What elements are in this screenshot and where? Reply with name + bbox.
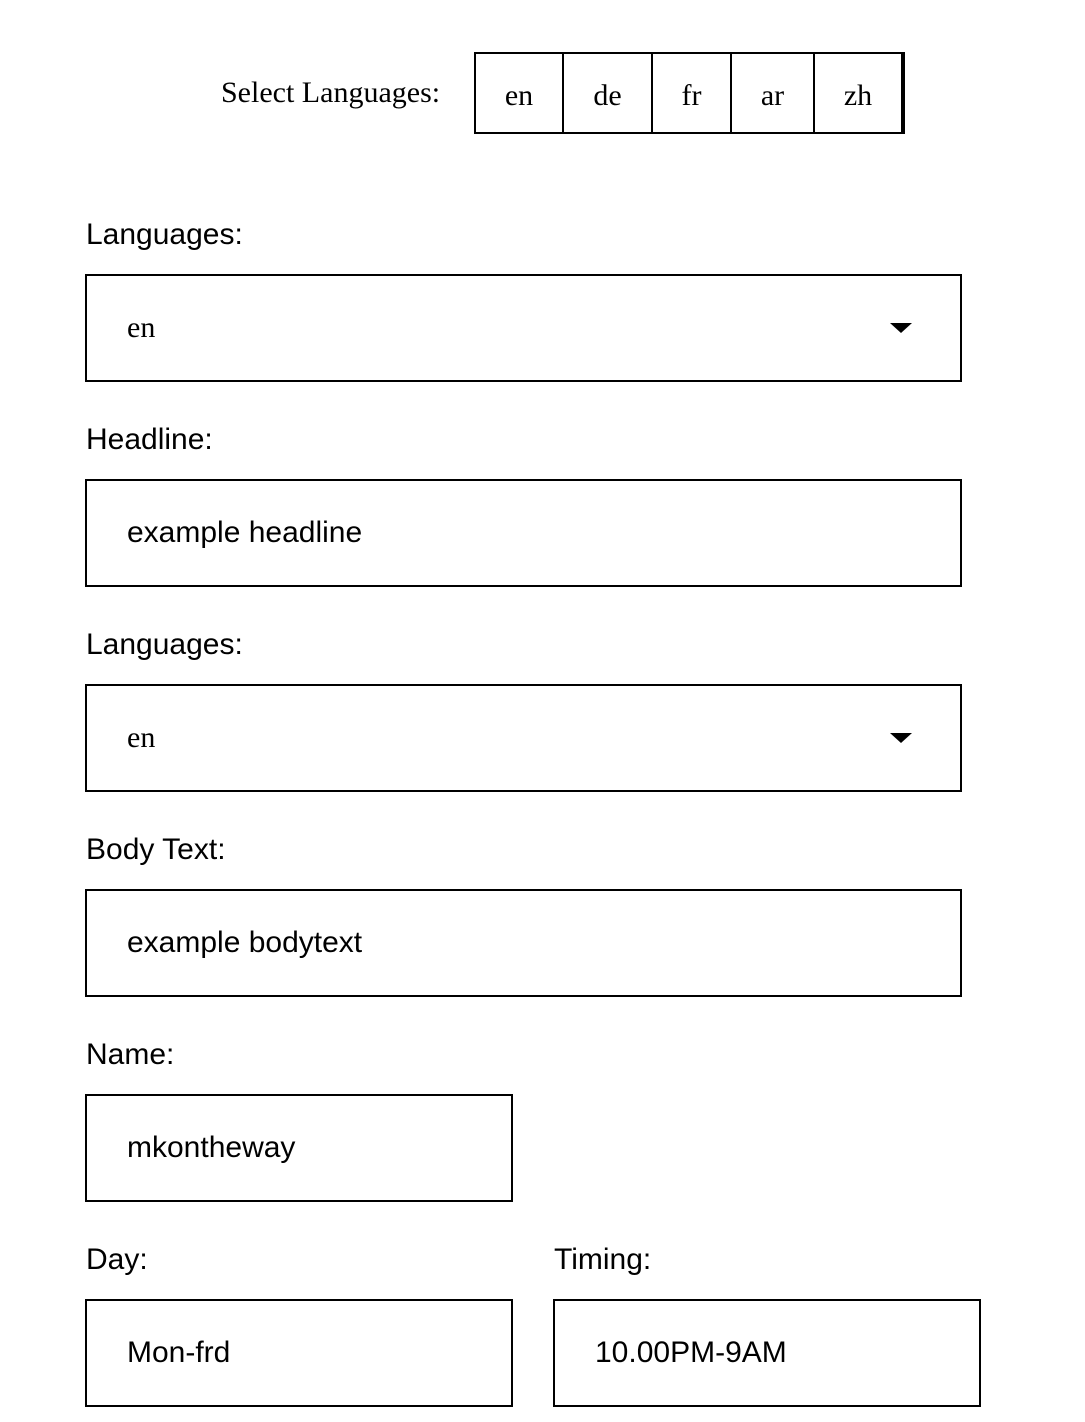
language-tab-fr[interactable]: fr xyxy=(653,54,732,132)
caret-down-icon xyxy=(890,733,912,743)
timing-input[interactable] xyxy=(555,1301,979,1405)
timing-field xyxy=(553,1299,981,1407)
headline-label: Headline: xyxy=(86,423,213,456)
language-selector xyxy=(0,52,1085,134)
body-text-field xyxy=(85,889,962,997)
language-tab-ar[interactable]: ar xyxy=(732,54,815,132)
day-label: Day: xyxy=(86,1243,148,1276)
languages-select-2[interactable] xyxy=(85,684,962,792)
language-tab-en[interactable]: en xyxy=(476,54,564,132)
languages-label-2: Languages: xyxy=(86,628,243,661)
languages-select-value-2: en xyxy=(127,721,156,754)
language-tab-de[interactable]: de xyxy=(564,54,653,132)
languages-select-value: en xyxy=(127,311,156,344)
language-tab-zh[interactable]: zh xyxy=(843,79,873,112)
headline-input[interactable] xyxy=(87,481,960,585)
languages-label: Languages: xyxy=(86,218,243,251)
language-selector-label: Select Languages: xyxy=(221,76,441,109)
headline-field xyxy=(85,479,962,587)
body-text-label: Body Text: xyxy=(86,833,226,866)
name-field xyxy=(85,1094,513,1202)
languages-select[interactable] xyxy=(85,274,962,382)
timing-label: Timing: xyxy=(554,1243,652,1276)
name-label: Name: xyxy=(86,1038,175,1071)
caret-down-icon xyxy=(890,323,912,333)
day-field xyxy=(85,1299,513,1407)
language-tab-group xyxy=(474,52,905,134)
day-input[interactable] xyxy=(87,1301,511,1405)
name-input[interactable] xyxy=(87,1096,511,1200)
body-text-input[interactable] xyxy=(87,891,960,995)
